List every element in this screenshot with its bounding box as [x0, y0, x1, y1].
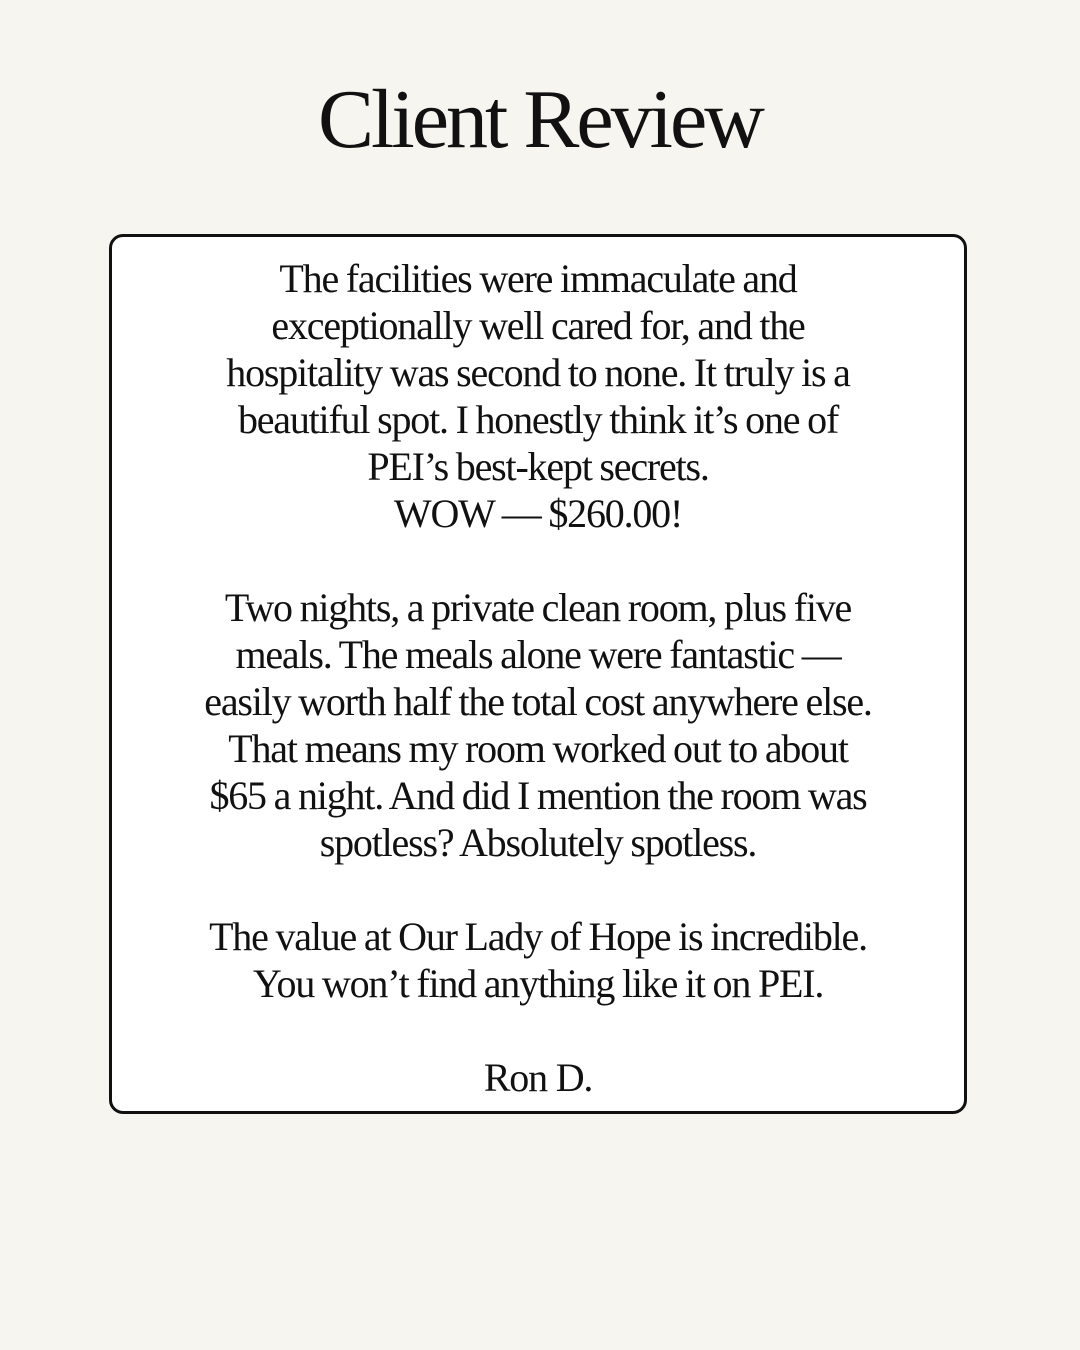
review-line: Two nights, a private clean room, plus five	[224, 585, 852, 630]
review-line: WOW — $260.00!	[393, 491, 683, 536]
review-line: exceptionally well cared for, and the	[271, 303, 805, 348]
review-line: beautiful spot. I honestly think it’s one of	[237, 397, 839, 442]
review-signature: Ron D.	[483, 1055, 593, 1100]
page-title: Client Review	[318, 73, 762, 166]
review-paragraph-1	[142, 255, 934, 537]
review-line: easily worth half the total cost anywhere else.	[204, 679, 872, 724]
review-line: meals. The meals alone were fantastic —	[235, 632, 841, 677]
review-line: PEI’s best-kept secrets.	[367, 444, 709, 489]
paragraph-spacer	[142, 1007, 934, 1054]
review-paragraph-2	[142, 584, 934, 866]
paragraph-spacer	[142, 537, 934, 584]
review-line: You won’t find anything like it on PEI.	[252, 961, 824, 1006]
review-line: spotless? Absolutely spotless.	[319, 820, 757, 865]
review-line: $65 a night. And did I mention the room was	[209, 773, 867, 818]
review-line: hospitality was second to none. It truly is a	[226, 350, 850, 395]
review-card	[109, 234, 967, 1114]
review-line: The value at Our Lady of Hope is incredible.	[209, 914, 867, 959]
review-paragraph-3	[142, 913, 934, 1007]
review-line: The facilities were immaculate and	[279, 256, 797, 301]
review-line: That means my room worked out to about	[228, 726, 848, 771]
paragraph-spacer	[142, 866, 934, 913]
